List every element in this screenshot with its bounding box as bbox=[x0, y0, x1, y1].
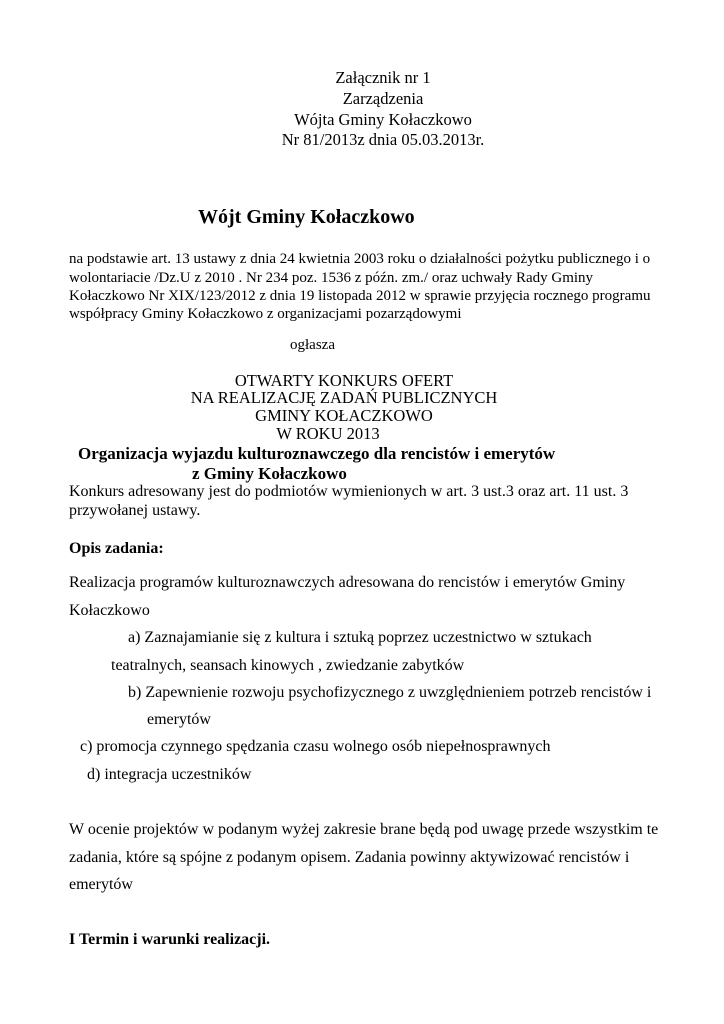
description-item-b: b) Zapewnienie rozwoju psychofizycznego z uwzględnieniem potrzeb rencistów i bbox=[128, 684, 652, 701]
task-title-line: z Gminy Kołaczkowo bbox=[192, 464, 347, 483]
addressed-line: przywołanej ustawy. bbox=[69, 502, 201, 519]
description-line: Realizacja programów kulturoznawczych adresowana do rencistów i emerytów Gminy bbox=[69, 574, 626, 591]
preamble-line: na podstawie art. 13 ustawy z dnia 24 kwietnia 2003 roku o działalności pożytku publicznego i o bbox=[69, 251, 651, 267]
contest-line: OTWARTY KONKURS OFERT bbox=[234, 371, 454, 390]
addressed-line: Konkurs adresowany jest do podmiotów wymienionych w art. 3 ust.3 oraz art. 11 ust. 3 bbox=[69, 483, 629, 500]
description-item-c: c) promocja czynnego spędzania czasu wolnego osób niepełnosprawnych bbox=[80, 738, 551, 755]
header-line-2: Zarządzenia bbox=[342, 89, 424, 108]
contest-line: GMINY KOŁACZKOWO bbox=[255, 406, 433, 425]
contest-line: NA REALIZACJĘ ZADAŃ PUBLICZNYCH bbox=[190, 388, 498, 407]
header-line-4: Nr 81/2013z dnia 05.03.2013r. bbox=[281, 130, 485, 149]
document-title: Wójt Gminy Kołaczkowo bbox=[198, 206, 415, 228]
task-title-line: Organizacja wyjazdu kulturoznawczego dla rencistów i emerytów bbox=[78, 444, 556, 463]
description-line: Kołaczkowo bbox=[69, 602, 150, 619]
description-heading: Opis zadania: bbox=[69, 540, 164, 557]
evaluation-line: zadania, które są spójne z podanym opisem. Zadania powinny aktywizować rencistów i bbox=[69, 849, 630, 866]
preamble-line: współpracy Gminy Kołaczkowo z organizacjami pozarządowymi bbox=[69, 306, 462, 322]
section-heading: I Termin i warunki realizacji. bbox=[69, 931, 271, 948]
preamble-line: wolontariacie /Dz.U z 2010 . Nr 234 poz. 1536 z późn. zm./ oraz uchwały Rady Gminy bbox=[69, 270, 594, 286]
header-line-3: Wójta Gminy Kołaczkowo bbox=[294, 110, 472, 129]
header-line-1: Załącznik nr 1 bbox=[335, 68, 431, 87]
announces-word: ogłasza bbox=[290, 337, 335, 353]
description-item-b-cont: emerytów bbox=[147, 711, 211, 728]
contest-line: W ROKU 2013 bbox=[276, 424, 380, 443]
description-item-a-cont: teatralnych, seansach kinowych , zwiedzanie zabytków bbox=[111, 657, 465, 674]
evaluation-line: emerytów bbox=[69, 876, 133, 893]
evaluation-line: W ocenie projektów w podanym wyżej zakresie brane będą pod uwagę przede wszystkim te bbox=[69, 821, 659, 838]
description-item-d: d) integracja uczestników bbox=[87, 766, 252, 783]
preamble-line: Kołaczkowo Nr XIX/123/2012 z dnia 19 listopada 2012 w sprawie przyjęcia rocznego programu bbox=[69, 288, 651, 304]
description-item-a: a) Zaznajamianie się z kultura i sztuką poprzez uczestnictwo w sztukach bbox=[128, 629, 592, 646]
